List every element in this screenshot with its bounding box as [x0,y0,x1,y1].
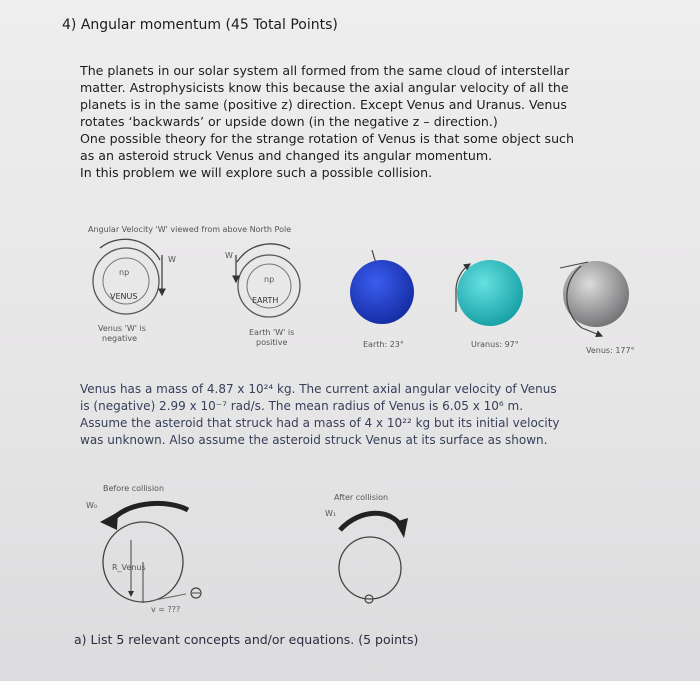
intro-line: rotates ‘backwards’ or upside down (in the negative z – direction.) [80,114,498,129]
data-line: was unknown. Also assume the asteroid struck Venus at its surface as shown. [80,433,548,447]
data-line: Assume the asteroid that struck had a mass of 4 x 10²² kg but its initial velocity [80,416,560,430]
venus-note-line: Venus 'W' is [98,324,146,333]
venus-tilt-label: Venus: 177° [586,346,635,355]
intro-line: as an asteroid struck Venus and changed its angular momentum. [80,148,493,163]
intro-line: The planets in our solar system all formed from the same cloud of interstellar [80,63,570,78]
before-collision-label: Before collision [103,484,165,493]
problem-title: 4) Angular momentum (45 Total Points) [62,17,338,33]
earth-note-line: Earth 'W' is [249,328,295,337]
uranus-tilt-label: Uranus: 97° [471,340,519,349]
w-after-label: W₁ [325,509,337,518]
intro-line: planets is in the same (positive z) direction. Except Venus and Uranus. Venus [80,97,567,112]
intro-line: matter. Astrophysicists know this because the axial angular velocity of all the [80,80,569,95]
data-line: Venus has a mass of 4.87 x 10²⁴ kg. The current axial angular velocity of Venus [80,382,557,396]
w-label: W [225,251,233,260]
earth-tilt-label: Earth: 23° [363,340,404,349]
earth-np-label: np [264,275,275,284]
intro-line: In this problem we will explore such a possible collision. [80,165,433,180]
intro-line: One possible theory for the strange rotation of Venus is that some object such [80,131,574,146]
w-label: W [168,255,176,264]
earth-note-line: positive [256,338,288,347]
velocity-label: v = ??? [151,605,181,614]
question-a: a) List 5 relevant concepts and/or equations. (5 points) [74,632,419,647]
w-before-label: W₀ [86,501,98,510]
earth-label: EARTH [252,296,279,305]
venus-note-line: negative [102,334,137,343]
venus-np-label: np [119,268,130,277]
venus-label: VENUS [110,292,138,301]
after-collision-label: After collision [334,493,389,502]
radius-label: R_Venus [112,563,146,572]
data-line: is (negative) 2.99 x 10⁻⁷ rad/s. The mean radius of Venus is 6.05 x 10⁶ m. [80,399,524,413]
after-collision-diagram [325,509,408,603]
before-collision-diagram [86,501,201,614]
figure1-caption: Angular Velocity 'W' viewed from above North Pole [88,225,292,234]
